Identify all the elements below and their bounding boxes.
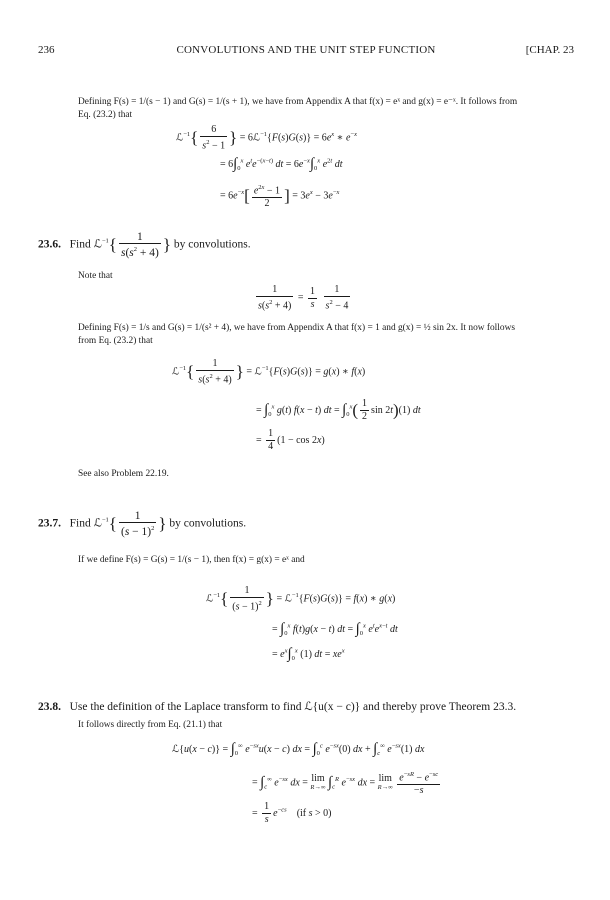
page-header — [38, 44, 574, 58]
problem-23-8-text: It follows directly from Eq. (21.1) that — [78, 720, 223, 730]
problem-statement: Use the definition of the Laplace transform to find ℒ{u(x − c)} and thereby prove Theorem 23.3. — [69, 701, 517, 713]
equation-236-3: = $\frac{1}{4}$ (1 − cos 2x) — [256, 428, 325, 452]
equation-intro-1: ℒ$^{-1}${ $\frac{6}{s^2 - 1}$ } = 6ℒ$^{-1}${F(s)G(s)} = $6e^x$ ∗ $e^{-x}$ — [176, 124, 357, 152]
problem-instruction: by convolutions. — [173, 238, 251, 251]
intro-text — [78, 96, 574, 122]
definition-line-2: from Eq. (23.2) that — [78, 336, 153, 346]
problem-23-7-text: If we define F(s) = G(s) = 1/(s − 1), then f(x) = g(x) = eˣ and — [78, 555, 305, 565]
problem-23-8 — [38, 699, 574, 713]
page-number: 236 — [38, 44, 55, 56]
equation-236-1: ℒ$^{-1}${ $\frac{1}{s(s^2 + 4)}$ } = ℒ$^{-1}${F(s)G(s)} = g(x) ∗ f(x) — [172, 358, 366, 386]
equation-238-1: ℒ{u(x − $c)\} = \int_0^\infty$ $e^{-sx}u(x - c)$ dx = $\int_0^c$ $e^{-sx}(0)$ dx + $\int_c^\infty$ $e^{-sx}(1)$ dx — [172, 741, 425, 757]
problem-instruction: by convolutions. — [169, 517, 247, 530]
intro-line-1: Defining F(s) = 1/(s − 1) and G(s) = 1/(s + 1), we have from Appendix A that f(x) = eˣ and g(x) = e⁻ˣ. It follows from — [78, 97, 518, 107]
problem-23-7: 23.7. Find ℒ$^{-1}${ $\frac{1}{(s - 1)^2}$ } by convolutions. — [38, 510, 247, 538]
equation-237-3: = $e^x\int_0^x$ (1) dt = $xe^x$ — [272, 646, 345, 662]
problem-number: 23.8. — [38, 701, 61, 713]
intro-line-2: Eq. (23.2) that — [78, 110, 133, 120]
problem-23-6: 23.6. Find ℒ$^{-1}${ $\frac{1}{s(s^2 + 4)}$ } by convolutions. — [38, 231, 251, 259]
equation-intro-3: = $6e^{-x}$[ $\frac{e^{2x} - 1}{2}$ ] = $3e^x - 3e^{-x}$ — [220, 184, 340, 210]
equation-238-3: = $\frac{1}{s}$ $e^{-cs}$ (if s > 0) — [252, 801, 332, 825]
equation-237-1: ℒ$^{-1}${ $\frac{1}{(s - 1)^2}$ } = ℒ$^{-1}${F(s)G(s)} = f(x) ∗ g(x) — [206, 585, 396, 613]
chapter-title: CONVOLUTIONS AND THE UNIT STEP FUNCTION — [176, 44, 436, 56]
definition-text — [78, 322, 574, 348]
note-text: Note that — [78, 271, 113, 281]
chapter-ref: [CHAP. 23 — [525, 44, 574, 56]
equation-237-2: = $\int_0^x$ f(t)g(x − t) dt = $\int_0^x$ $e^te^{x-t}$ dt — [272, 621, 398, 637]
equation-236-2: = $\int_0^x$ g(t) f(x − t) dt = $\int_0^x$( $\frac{1}{2}$ sin 2t)(1) dt — [256, 398, 421, 422]
see-also-text: See also Problem 22.19. — [78, 469, 169, 479]
problem-number: 23.7. — [38, 517, 61, 530]
definition-line-1: Defining F(s) = 1/s and G(s) = 1/(s² + 4), we have from Appendix A that f(x) = 1 and g(x) = ½ sin 2x. It now follows — [78, 323, 515, 333]
equation-partial-fractions: $\frac{1}{s(s^2 + 4)}$ = $\frac{1}{s}$ $\frac{1}{s^2 - 4}$ — [258, 284, 349, 312]
problem-number: 23.6. — [38, 238, 61, 251]
equation-intro-2: = $6\int_0^x$ $e^te^{-(x-t)}$ dt = $6e^{-x}\int_0^x$ $e^{2t}$ dt — [220, 156, 343, 172]
equation-238-2: = $\int_c^\infty$ $e^{-sx}$ dx = lim R→∞ $\int_c^R$ $e^{-sx}$ dx = lim R→∞ $\frac{e^{-sR} - e^{-sc}}{-s}$ — [252, 771, 439, 797]
